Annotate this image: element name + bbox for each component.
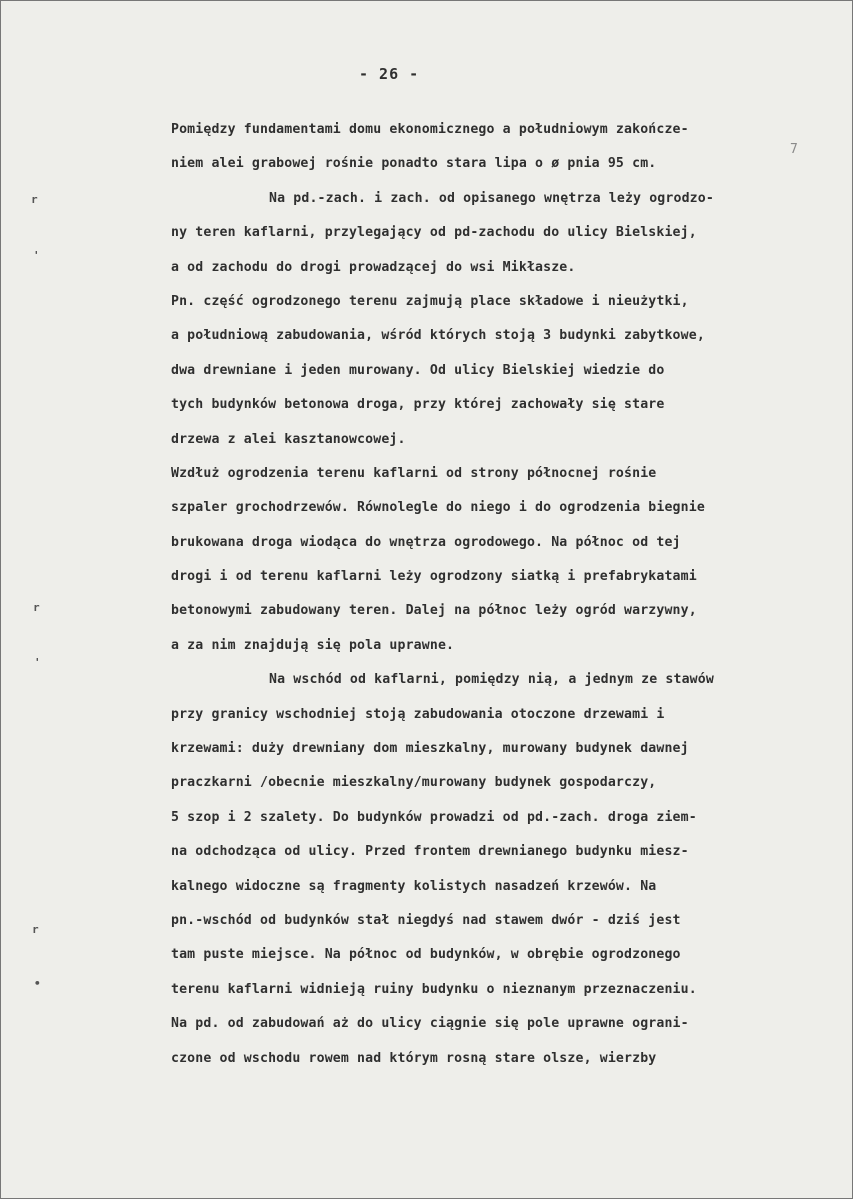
text-line: Na pd. od zabudowań aż do ulicy ciągnie się pole uprawne ograni-: [171, 1016, 689, 1032]
text-line: Na pd.-zach. i zach. od opisanego wnętrza leży ogrodzo-: [269, 190, 714, 206]
margin-mark: •: [34, 977, 41, 990]
text-line: dwa drewniane i jeden murowany. Od ulicy Bielskiej wiedzie do: [171, 362, 665, 378]
margin-mark: r: [31, 193, 38, 206]
text-line: czone od wschodu rowem nad którym rosną stare olsze, wierzby: [171, 1050, 657, 1066]
text-line: a południową zabudowania, wśród których stoją 3 budynki zabytkowe,: [171, 328, 705, 344]
text-line: Pomiędzy fundamentami domu ekonomicznego a południowym zakończe-: [171, 122, 689, 137]
text-line: brukowana droga wiodąca do wnętrza ogrodowego. Na północ od tej: [171, 534, 681, 550]
text-line: krzewami: duży drewniany dom mieszkalny, murowany budynek dawnej: [171, 741, 689, 757]
page-number: - 26 -: [359, 65, 420, 83]
text-line: 5 szop i 2 szalety. Do budynków prowadzi od pd.-zach. droga ziem-: [171, 809, 697, 825]
text-line: Pn. część ogrodzonego terenu zajmują place składowe i nieużytki,: [171, 293, 689, 309]
text-line: praczkarni /obecnie mieszkalny/murowany budynek gospodarczy,: [171, 775, 657, 791]
text-line: a od zachodu do drogi prowadzącej do wsi Mikłasze.: [171, 259, 576, 275]
text-line: terenu kaflarni widnieją ruiny budynku o nieznanym przeznaczeniu.: [171, 981, 697, 997]
text-line: drzewa z alei kasztanowcowej.: [171, 431, 406, 447]
text-line: Na wschód od kaflarni, pomiędzy nią, a jednym ze stawów: [269, 672, 714, 688]
text-line: tych budynków betonowa droga, przy której zachowały się stare: [171, 397, 665, 413]
margin-mark: r: [32, 923, 39, 936]
text-line: betonowymi zabudowany teren. Dalej na północ leży ogród warzywny,: [171, 603, 697, 619]
margin-mark: ': [34, 656, 41, 669]
text-line: drogi i od terenu kaflarni leży ogrodzony siatką i prefabrykatami: [171, 569, 697, 585]
text-line: tam puste miejsce. Na północ od budynków, w obrębie ogrodzonego: [171, 947, 681, 963]
text-line: ny teren kaflarni, przylegający od pd-zachodu do ulicy Bielskiej,: [171, 225, 697, 241]
footnote-marker: 7: [790, 142, 798, 157]
margin-mark: ': [33, 249, 40, 262]
text-line: na odchodząca od ulicy. Przed frontem drewnianego budynku miesz-: [171, 844, 689, 860]
body-text: [171, 113, 853, 1076]
text-line: Wzdłuż ogrodzenia terenu kaflarni od strony północnej rośnie: [171, 465, 657, 481]
text-line: a za nim znajdują się pola uprawne.: [171, 637, 455, 653]
text-line: szpaler grochodrzewów. Równolegle do niego i do ogrodzenia biegnie: [171, 500, 705, 516]
text-line: pn.-wschód od budynków stał niegdyś nad stawem dwór - dziś jest: [171, 912, 681, 928]
text-line: przy granicy wschodniej stoją zabudowania otoczone drzewami i: [171, 706, 665, 722]
text-line: kalnego widoczne są fragmenty kolistych nasadzeń krzewów. Na: [171, 878, 657, 894]
text-line: niem alei grabowej rośnie ponadto stara lipa o ø pnia 95 cm.: [171, 156, 657, 172]
margin-mark: r: [33, 601, 40, 614]
